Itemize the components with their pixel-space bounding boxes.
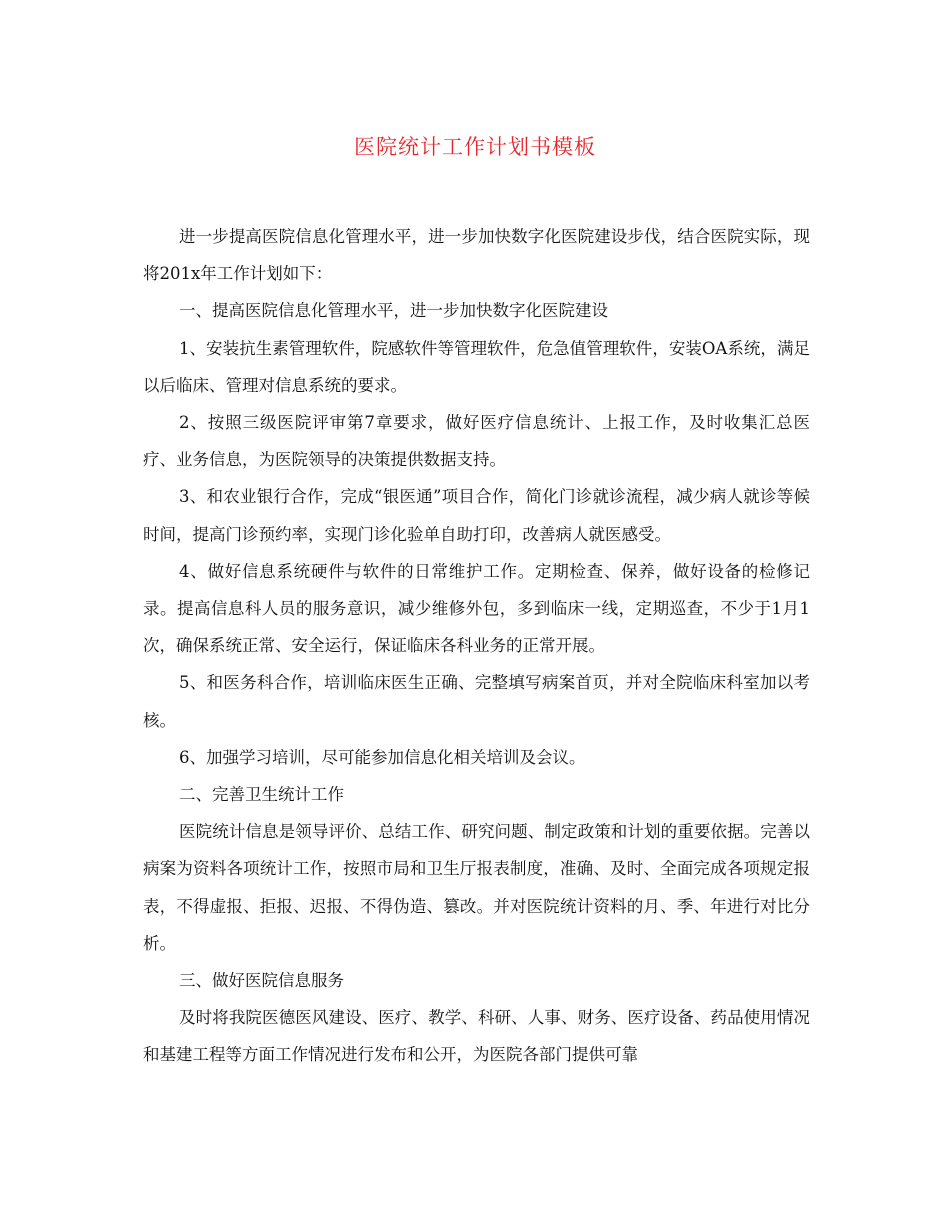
section-heading-2: 二、完善卫生统计工作: [179, 785, 344, 805]
document-title: 医院统计工作计划书模板: [354, 135, 596, 159]
paragraph-item-4: 4、做好信息系统硬件与软件的日常维护工作。定期检查、保养，做好设备的检修记录。提高信息科人员的服务意识，减少维修外包，多到临床一线，定期巡查，不少于1月1次，确保系统正常、安全运行，保证临床各科业务的正常开展。: [143, 561, 810, 656]
paragraph-statistics: 医院统计信息是领导评价、总结工作、研究问题、制定政策和计划的重要依据。完善以病案为资料各项统计工作，按照市局和卫生厅报表制度，准确、及时、全面完成各项规定报表，不得虚报、拒报、迟报、不得伪造、篡改。并对医院统计资料的月、季、年进行对比分析。: [143, 822, 810, 953]
paragraph-intro: 进一步提高医院信息化管理水平，进一步加快数字化医院建设步伐，结合医院实际，现将201x年工作计划如下：: [143, 227, 810, 284]
paragraph-info-service: 及时将我院医德医风建设、医疗、教学、科研、人事、财务、医疗设备、药品使用情况和基建工程等方面工作情况进行发布和公开，为医院各部门提供可靠: [143, 1008, 810, 1065]
document-body: [143, 218, 810, 1074]
paragraph-item-5: 5、和医务科合作，培训临床医生正确、完整填写病案首页，并对全院临床科室加以考核。: [143, 673, 810, 730]
paragraph-item-1: 1、安装抗生素管理软件，院感软件等管理软件，危急值管理软件，安装OA系统，满足以后临床、管理对信息系统的要求。: [143, 338, 810, 395]
paragraph-item-6: 6、加强学习培训，尽可能参加信息化相关培训及会议。: [179, 747, 586, 767]
section-heading-1: 一、提高医院信息化管理水平，进一步加快数字化医院建设: [179, 301, 608, 321]
paragraph-item-2: 2、按照三级医院评审第7章要求，做好医疗信息统计、上报工作，及时收集汇总医疗、业务信息，为医院领导的决策提供数据支持。: [143, 413, 810, 470]
section-heading-3: 三、做好医院信息服务: [179, 971, 344, 991]
paragraph-item-3: 3、和农业银行合作，完成“银医通”项目合作，简化门诊就诊流程，减少病人就诊等候时间，提高门诊预约率，实现门诊化验单自助打印，改善病人就医感受。: [143, 487, 810, 544]
